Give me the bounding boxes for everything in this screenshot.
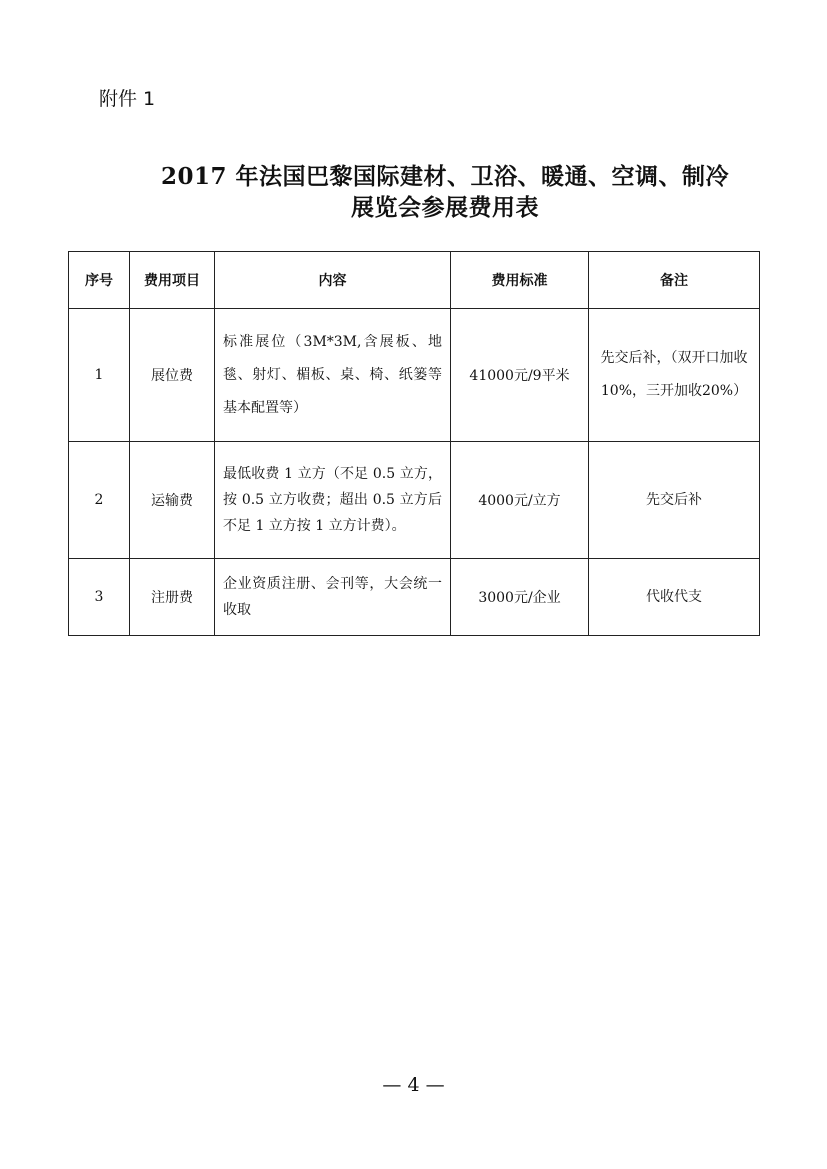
cell-standard: 3000元/企业 [451,559,589,636]
table-row [69,309,760,442]
cell-remark: 先交后补 [589,442,760,559]
cell-remark: 代收代支 [589,559,760,636]
header-remark: 备注 [589,252,760,309]
header-no: 序号 [69,252,130,309]
cell-standard: 4000元/立方 [451,442,589,559]
fee-table [68,251,760,636]
header-item: 费用项目 [130,252,215,309]
cell-remark: 先交后补，（双开口加收10%，三开加收20%） [589,309,760,442]
cell-item: 注册费 [130,559,215,636]
document-title-line2: 展览会参展费用表 [351,194,539,221]
cell-content: 最低收费 1 立方（不足 0.5 立方，按 0.5 立方收费；超出 0.5 立方后不足 1 立方按 1 立方计费）。 [215,442,451,559]
cell-item: 展位费 [130,309,215,442]
header-content: 内容 [215,252,451,309]
document-title-line1: 2017 年法国巴黎国际建材、卫浴、暖通、空调、制冷 [160,163,730,190]
table-row [69,559,760,636]
page-number: — 4 — [382,1074,445,1096]
cell-standard: 41000元/9平米 [451,309,589,442]
cell-content: 标准展位（3M*3M,含展板、地毯、射灯、楣板、桌、椅、纸篓等基本配置等） [215,309,451,442]
cell-content: 企业资质注册、会刊等，大会统一收取 [215,559,451,636]
cell-no: 2 [69,442,130,559]
header-standard: 费用标准 [451,252,589,309]
cell-item: 运输费 [130,442,215,559]
table-row [69,442,760,559]
table-header-row [69,252,760,309]
attachment-label: 附件 1 [99,88,156,110]
cell-no: 3 [69,559,130,636]
cell-no: 1 [69,309,130,442]
